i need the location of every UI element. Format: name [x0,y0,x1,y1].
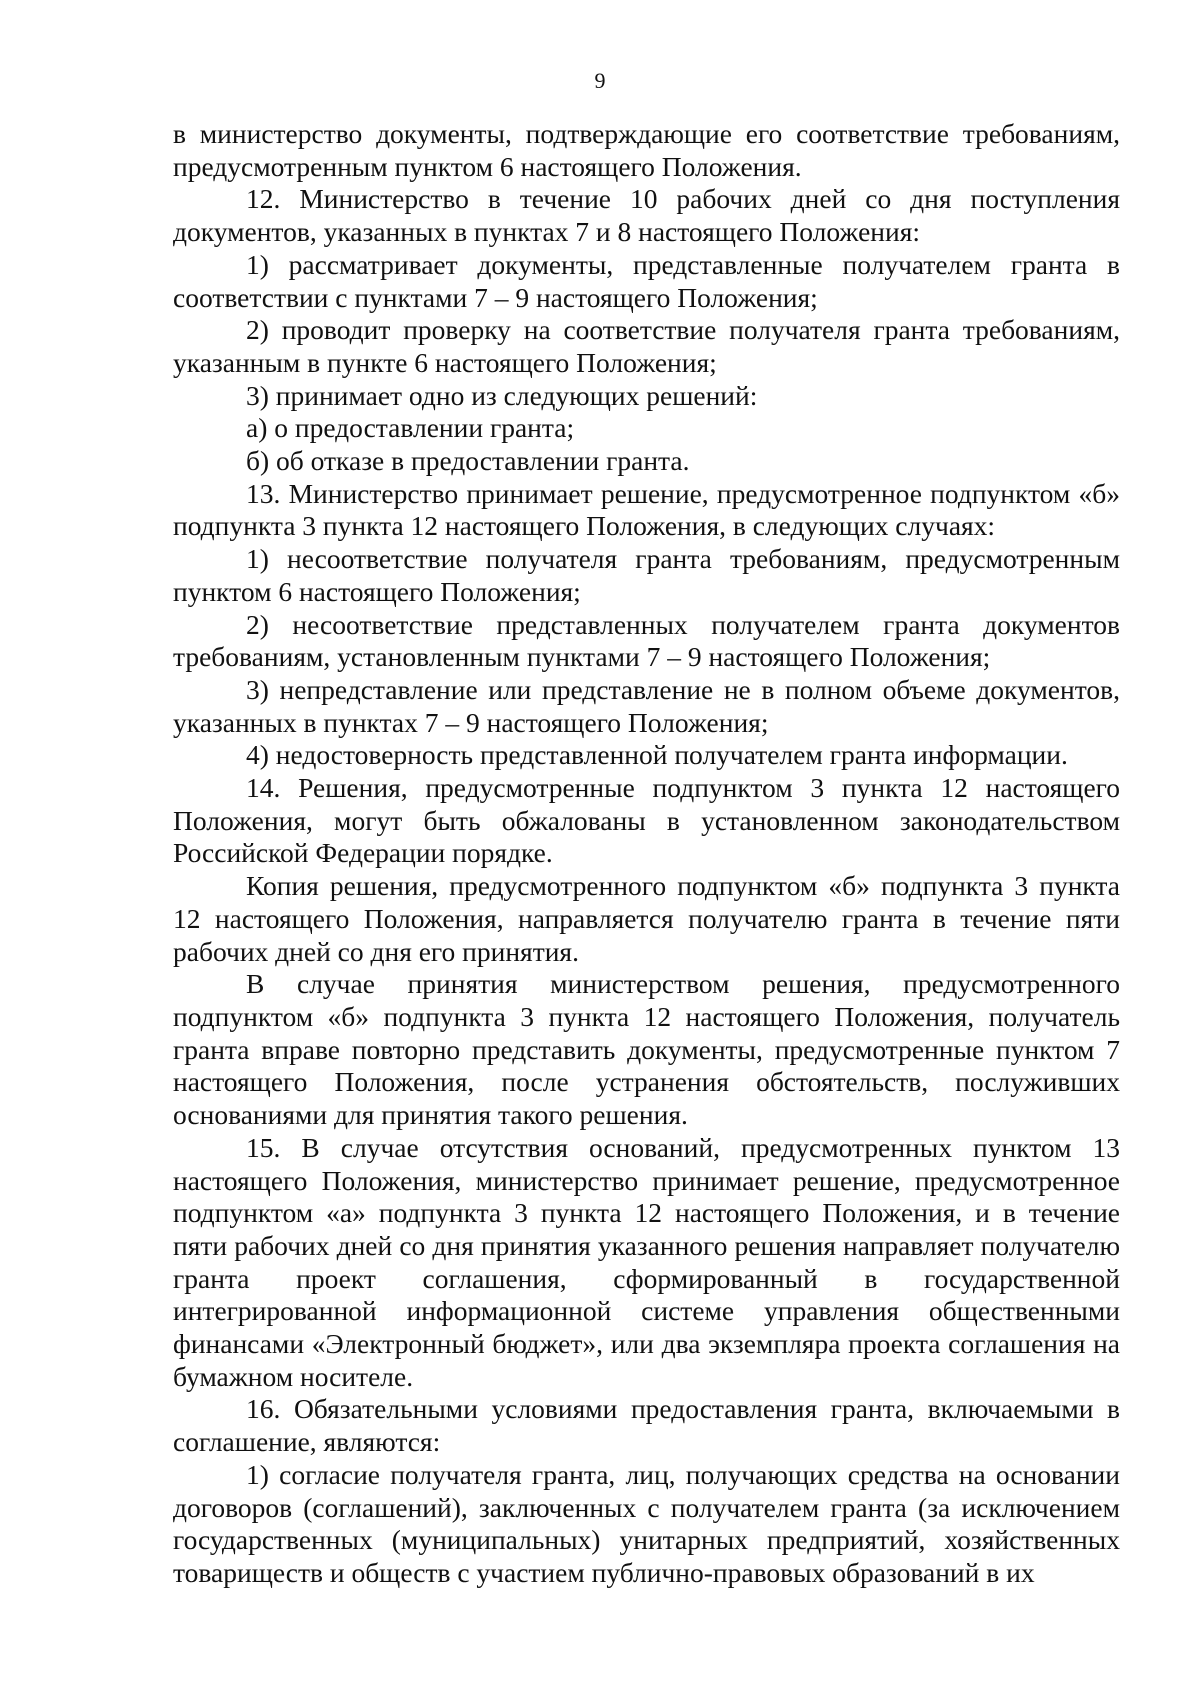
paragraph: В случае принятия министерством решения, предусмотренного подпунктом «б» подпункта 3 пункта 12 настоящего Положения, получатель гранта вправе повторно представить документы, предусмотренные пунктом 7 настоящего Положения, после устранения обстоятельств, послуживших основаниями для принятия такого решения. [173,968,1120,1131]
paragraph: 4) недостоверность представленной получателем гранта информации. [246,739,1068,771]
paragraph: Копия решения, предусмотренного подпунктом «б» подпункта 3 пункта 12 настоящего Положения, направляется получателю гранта в течение пяти рабочих дней со дня его принятия. [173,870,1120,967]
paragraph: 1) несоответствие получателя гранта требованиям, предусмотренным пунктом 6 настоящего Положения; [173,543,1120,607]
paragraph: 2) несоответствие представленных получателем гранта документов требованиям, установленным пунктами 7 – 9 настоящего Положения; [173,608,1120,673]
paragraph: а) о предоставлении гранта; [246,412,575,444]
paragraph: 2) проводит проверку на соответствие получателя гранта требованиям, указанным в пункте 6 настоящего Положения; [173,314,1120,378]
paragraph: б) об отказе в предоставлении гранта. [246,445,690,477]
paragraph: 14. Решения, предусмотренные подпунктом 3 пункта 12 настоящего Положения, могут быть обжалованы в установленном законодательством Российской Федерации порядке. [173,772,1120,869]
paragraph: 16. Обязательными условиями предоставления гранта, включаемыми в соглашение, являются: [173,1393,1120,1458]
page-number: 9 [594,68,606,93]
paragraph: 3) принимает одно из следующих решений: [246,379,758,411]
paragraph: 15. В случае отсутствия оснований, предусмотренных пунктом 13 настоящего Положения, министерство принимает решение, предусмотренное подпунктом «а» подпункта 3 пункта 12 настоящего Положения, и в течение пяти рабочих дней со дня принятия указанного решения направляет получателю гранта проект соглашения, сформированный в государственной интегрированной информационной системе управления общественными финансами «Электронный бюджет», или два экземпляра проекта соглашения на бумажном носителе. [173,1131,1120,1392]
paragraph: 13. Министерство принимает решение, предусмотренное подпунктом «б» подпункта 3 пункта 12 настоящего Положения, в следующих случаях: [173,477,1120,542]
paragraph: в министерство документы, подтверждающие его соответствие требованиям, предусмотренным пунктом 6 настоящего Положения. [173,118,1120,182]
document-body [173,118,1120,1590]
paragraph: 1) рассматривает документы, представленные получателем гранта в соответствии с пунктами 7 – 9 настоящего Положения; [173,248,1120,313]
paragraph: 3) непредставление или представление не в полном объеме документов, указанных в пунктах 7 – 9 настоящего Положения; [173,673,1120,738]
paragraph: 12. Министерство в течение 10 рабочих дней со дня поступления документов, указанных в пунктах 7 и 8 настоящего Положения: [173,183,1120,248]
paragraph: 1) согласие получателя гранта, лиц, получающих средства на основании договоров (соглашений), заключенных с получателем гранта (за исключением государственных (муниципальных) унитарных предприятий, хозяйственных товариществ и обществ с участием публично-правовых образований в их [173,1458,1120,1588]
